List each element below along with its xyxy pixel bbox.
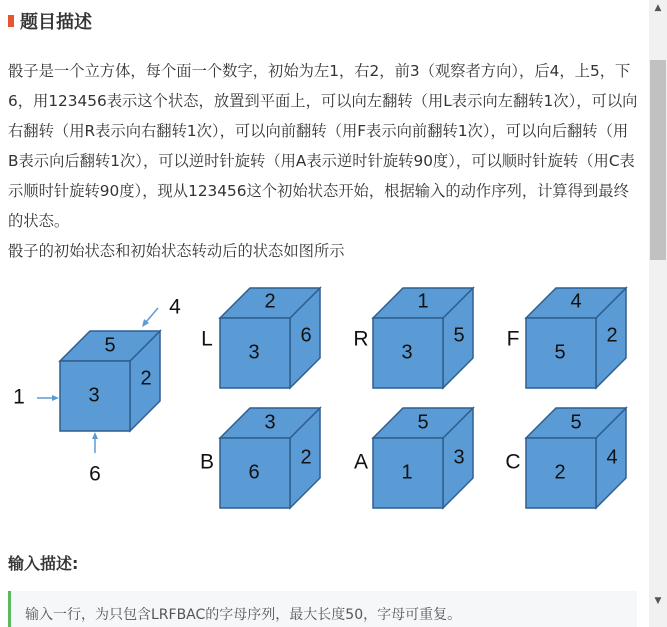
back-arrow — [146, 308, 158, 322]
cube-r-label: R — [353, 327, 369, 351]
cube-l-top-value: 2 — [264, 290, 276, 313]
cube-l-right-value: 6 — [300, 324, 312, 347]
bottom-arrow-head — [92, 432, 98, 439]
cube-a-label: A — [353, 450, 369, 474]
input-text: 输入一行，为只包含LRFBAC的字母序列，最大长度50，字母可重复。 — [25, 607, 462, 623]
input-codebox — [8, 591, 637, 627]
cube-b — [200, 408, 320, 508]
scroll-up-icon[interactable]: ▲ — [654, 3, 662, 13]
cube-l-front-value: 3 — [248, 341, 260, 364]
initial-bottom-value: 6 — [89, 462, 101, 486]
cube-r-right-value: 5 — [453, 324, 465, 347]
cube-f-front-value: 5 — [554, 341, 566, 364]
cube-c-front-value: 2 — [554, 461, 566, 484]
cube-c-top-value: 5 — [570, 411, 582, 434]
input-heading: 输入描述: — [8, 554, 79, 573]
cube-c — [505, 408, 626, 508]
initial-cube — [60, 331, 160, 431]
cube-f — [507, 288, 626, 388]
scroll-down-icon[interactable]: ▼ — [654, 596, 662, 606]
cube-c-label: C — [505, 450, 521, 474]
description-caption: 骰子的初始状态和初始状态转动后的状态如图所示 — [8, 242, 345, 260]
cube-b-top-value: 3 — [264, 411, 276, 434]
cube-c-right-value: 4 — [606, 446, 618, 469]
cube-a — [354, 408, 473, 508]
cube-b-front-value: 6 — [248, 461, 260, 484]
problem-description — [8, 56, 638, 266]
scroll-thumb[interactable] — [650, 60, 666, 260]
cube-a-top-value: 5 — [417, 411, 429, 434]
description-paragraph: 骰子是一个立方体，每个面一个数字，初始为左1，右2，前3（观察者方向），后4，上5，下6，用123456表示这个状态，放置到平面上，可以向左翻转（用L表示向左翻转1次），可以向右翻转（用R表示向右翻转1次），可以向前翻转（用F表示向前翻转1次），可以向后翻转（用B表示向后翻转1次），可以逆时针旋转（用A表示逆时针旋转90度），可以顺时针旋转（用C表示顺时针旋转90度），现从123456这个初始状态开始，根据输入的动作序列，计算得到最终的状态。 — [8, 62, 638, 230]
section-header — [8, 8, 92, 34]
dice-diagram — [10, 280, 635, 517]
initial-right-value: 2 — [140, 367, 152, 390]
initial-left-value: 1 — [13, 385, 25, 409]
vertical-scrollbar[interactable] — [649, 0, 667, 627]
cube-a-front-value: 1 — [401, 461, 413, 484]
cube-r-top-value: 1 — [417, 290, 429, 313]
cube-r-front-value: 3 — [401, 341, 413, 364]
dice-figure — [10, 280, 635, 517]
cube-f-label: F — [506, 327, 520, 351]
initial-top-value: 5 — [104, 334, 116, 357]
cube-b-label: B — [199, 450, 215, 474]
cube-f-right-value: 2 — [606, 324, 618, 347]
cube-r — [353, 288, 473, 388]
section-title: 题目描述 — [20, 12, 92, 33]
title-marker — [8, 15, 14, 27]
left-arrow-head — [52, 395, 59, 401]
cube-a-right-value: 3 — [453, 446, 465, 469]
initial-back-value: 4 — [169, 295, 181, 319]
initial-front-value: 3 — [88, 384, 100, 407]
cube-b-right-value: 2 — [300, 446, 312, 469]
cube-f-top-value: 4 — [570, 290, 582, 313]
cube-l-label: L — [201, 327, 213, 351]
cube-l — [201, 288, 320, 388]
